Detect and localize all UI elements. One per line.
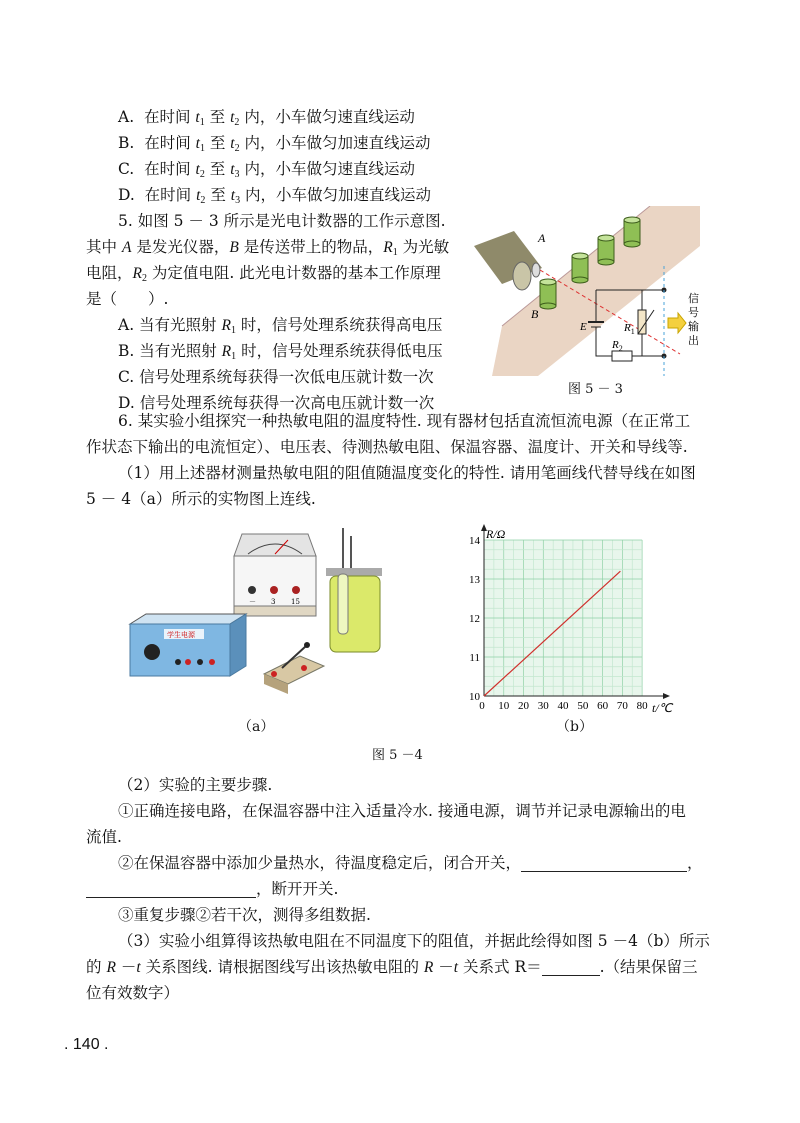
svg-text:－: － [249, 598, 256, 606]
q6-intro-line1: 6. 某实验小组探究一种热敏电阻的温度特性. 现有器材包括直流恒流电源（在正常工 [118, 412, 691, 430]
y-axis-label: R/Ω [486, 527, 506, 541]
x-tick-label: 40 [557, 700, 569, 712]
signal-char-1: 信 [688, 292, 699, 305]
figure-5-3-caption: 图 5 － 3 [568, 382, 623, 397]
x-tick-label: 30 [537, 700, 549, 712]
x-tick-label: 20 [518, 700, 530, 712]
signal-char-2: 号 [688, 306, 699, 319]
y-tick-label: 14 [469, 535, 480, 547]
label-b: B [531, 307, 539, 321]
x-tick-label: 50 [577, 700, 589, 712]
x-tick-label: 60 [597, 700, 609, 712]
figure-5-4-caption: 图 5 －4 [372, 748, 423, 763]
x-tick-label: 70 [616, 700, 628, 712]
signal-char-3: 输 [688, 320, 699, 333]
signal-char-4: 出 [688, 334, 699, 347]
q6-part3-line1: （3）实验小组算得该热敏电阻在不同温度下的阻值，并据此绘得如图 5 －4（b）所示 [118, 932, 710, 950]
label-r2: $R_2$ [612, 339, 623, 353]
page-number: . 140 . [64, 1036, 109, 1053]
q6-step1-line2: 流值. [86, 828, 122, 846]
q6-part1-line2: 5 － 4（a）所示的实物图上连线. [86, 490, 316, 508]
q5-stem-line4: 是（ ）. [86, 290, 169, 308]
q6-part3-line2: 的 R －t 关系图线. 请根据图线写出该热敏电阻的 R －t 关系式 R＝ .（结果保留三 [86, 958, 698, 976]
q6-part3-line3: 位有效数字） [86, 984, 180, 1002]
figure-5-3 [474, 206, 700, 376]
q5-option-d: D. 信号处理系统每获得一次高电压就计数一次 [118, 394, 435, 412]
y-tick-label: 11 [469, 652, 480, 664]
q4-option-b: B. 在时间 $t_1$ 至 $t_2$ 内，小车做匀加速直线运动 [118, 134, 431, 154]
signal-arrow-icon [668, 313, 686, 333]
voltmeter [234, 534, 316, 616]
svg-text:15: 15 [291, 598, 300, 606]
q5-option-b: B. 当有光照射 $R_1$ 时，信号处理系统获得低电压 [118, 342, 443, 362]
q4-option-a: A. 在时间 $t_1$ 至 $t_2$ 内，小车做匀速直线运动 [118, 108, 415, 128]
svg-text:学生电源: 学生电源 [167, 631, 195, 639]
q6-step3: ③重复步骤②若干次，测得多组数据. [118, 906, 371, 924]
figure-5-4b-label: （b） [556, 719, 593, 735]
x-tick-label: 0 [479, 700, 485, 712]
x-tick-label: 10 [498, 700, 510, 712]
q5-option-c: C. 信号处理系统每获得一次低电压就计数一次 [118, 368, 434, 386]
label-a: A [538, 231, 546, 245]
q6-intro-line2: 作状态下输出的电流恒定）、电压表、待测热敏电阻、保温容器、温度计、开关和导线等. [86, 438, 688, 456]
q6-step2-line2: ，断开开关. [86, 878, 338, 900]
q6-part2-title: （2）实验的主要步骤. [118, 776, 273, 794]
y-tick-label: 10 [469, 691, 480, 703]
q5-option-a: A. 当有光照射 $R_1$ 时，信号处理系统获得高电压 [118, 316, 443, 336]
figure-5-4b-chart [452, 524, 674, 716]
q4-option-c: C. 在时间 $t_2$ 至 $t_3$ 内，小车做匀速直线运动 [118, 160, 415, 180]
light-emitter-a [474, 231, 542, 290]
q6-step2-line1: ②在保温容器中添加少量热水，待温度稳定后，闭合开关， ， [118, 854, 703, 872]
chart-grid [484, 540, 642, 696]
q4-option-d: D. 在时间 $t_2$ 至 $t_3$ 内，小车做匀加速直线运动 [118, 186, 432, 206]
x-axis-label: t/℃ [652, 701, 673, 715]
label-r1: $R_1$ [624, 322, 635, 336]
figure-5-4a-apparatus [124, 528, 414, 704]
q5-stem-line3: 电阻，$R_2$ 为定值电阻. 此光电计数器的基本工作原理 [86, 264, 441, 284]
svg-text:3: 3 [271, 598, 276, 606]
label-e: E [580, 321, 587, 333]
y-tick-label: 13 [469, 574, 480, 586]
answer-blank-2[interactable] [86, 881, 256, 898]
y-tick-label: 12 [469, 613, 480, 625]
q5-stem-line1: 5. 如图 5 － 3 所示是光电计数器的工作示意图. [118, 212, 446, 230]
q6-step1-line1: ①正确连接电路，在保温容器中注入适量冷水. 接通电源，调节并记录电源输出的电 [118, 802, 686, 820]
answer-blank-3[interactable] [542, 959, 600, 976]
q6-part1-line1: （1）用上述器材测量热敏电阻的阻值随温度变化的特性. 请用笔画线代替导线在如图 [118, 464, 696, 482]
x-axis-arrow [663, 693, 670, 699]
x-tick-label: 80 [636, 700, 648, 712]
power-supply [130, 614, 246, 676]
figure-5-4a-label: （a） [238, 719, 275, 735]
q5-stem-line2: 其中 A 是发光仪器，B 是传送带上的物品，$R_1$ 为光敏 [86, 238, 450, 258]
answer-blank-1[interactable] [521, 855, 687, 872]
switch [264, 642, 324, 694]
insulated-container [326, 528, 382, 652]
